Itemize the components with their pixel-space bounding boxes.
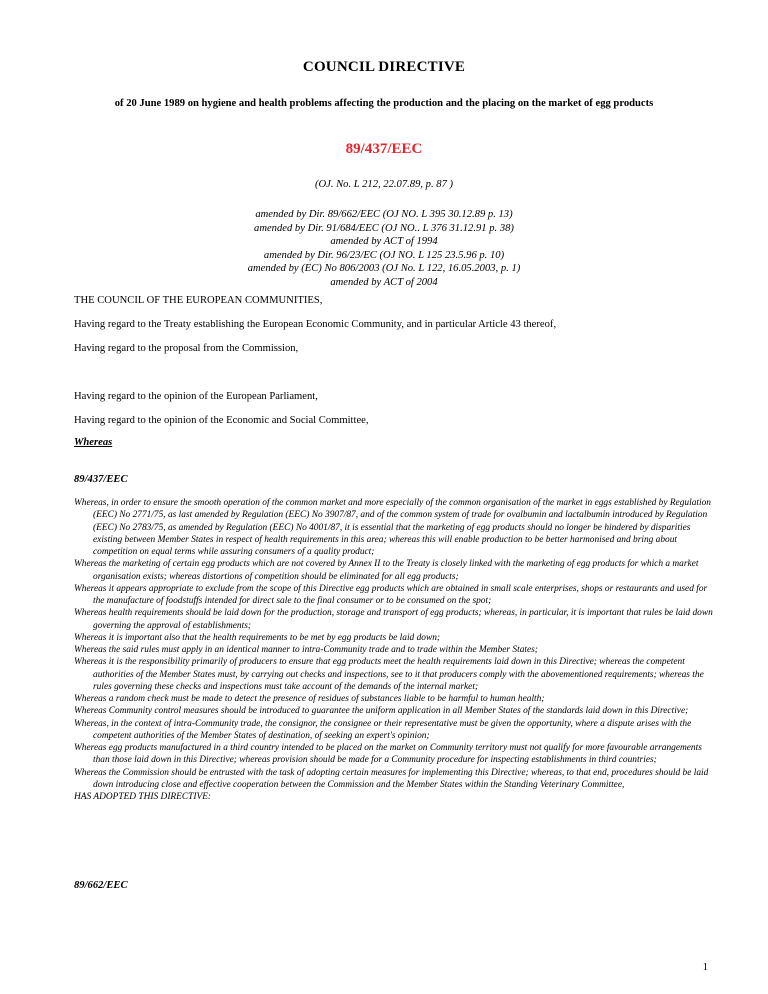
- document-subtitle: of 20 June 1989 on hygiene and health problems affecting the production and the placing on the market of egg products: [114, 98, 654, 109]
- recital: Whereas it is important also that the health requirements to be met by egg products be laid down;: [74, 632, 441, 643]
- preamble-parliament: Having regard to the opinion of the European Parliament,: [74, 391, 318, 402]
- recital: Whereas, in the context of intra-Community trade, the consignor, the consignee or their representative must be given the opportunity, where a dispute arises with the competent authorities of the Member States of destination, of seeking an expert's opinion;: [74, 718, 692, 741]
- recital: Whereas the Commission should be entrusted with the task of adopting certain measures for implementing this Directive; whereas, to that end, procedures should be laid down introducing close and effective cooperation between the Commission and the Member States within the Standing Veterinary Committee,: [74, 767, 709, 790]
- document-title: COUNCIL DIRECTIVE: [302, 59, 466, 75]
- amendment-line: amended by ACT of 1994: [330, 236, 438, 248]
- recital: Whereas it appears appropriate to exclude from the scope of this Directive egg products which are obtained in small scale enterprises, shops or restaurants and used for the manufacture of foodstuffs intended for direct sale to the final consumer or to be consumed on the spot;: [74, 583, 708, 606]
- section-code: 89/437/EEC: [74, 474, 128, 485]
- whereas-heading: Whereas: [74, 437, 113, 448]
- page-number: 1: [702, 962, 708, 973]
- amendment-line: amended by Dir. 89/662/EEC (OJ NO. L 395 30.12.89 p. 13): [255, 209, 513, 220]
- preamble-council: THE COUNCIL OF THE EUROPEAN COMMUNITIES,: [74, 295, 323, 306]
- amendment-line: amended by (EC) No 806/2003 (OJ No. L 122, 16.05.2003, p. 1): [247, 263, 521, 275]
- recital: Whereas the marketing of certain egg products which are not covered by Annex II to the Treaty is closely linked with the marketing of egg products for which a market organisation exists; whereas distortions of competition should be eliminated for all egg products;: [74, 559, 699, 582]
- recital: Whereas egg products manufactured in a third country intended to be placed on the market on Community territory must not qualify for more favourable arrangements than those laid down in this Directive; whereas provision should be made for a Community procedure for inspecting establishments in third countries;: [74, 743, 702, 766]
- recital: Whereas a random check must be made to detect the presence of residues of substances liable to be harmful to human health;: [74, 694, 545, 704]
- preamble-commission: Having regard to the proposal from the Commission,: [74, 343, 299, 354]
- recital: Whereas health requirements should be laid down for the production, storage and transport of egg products; whereas, in particular, it is important that rules be laid down governing the approval of establishments;: [74, 608, 713, 631]
- amendment-line: amended by Dir. 96/23/EC (OJ NO. L 125 23.5.96 p. 10): [263, 249, 505, 261]
- section-code: 89/662/EEC: [74, 880, 128, 891]
- amendment-line: amended by Dir. 91/684/EEC (OJ NO.. L 376 31.12.91 p. 38): [254, 222, 514, 234]
- preamble-committee: Having regard to the opinion of the Economic and Social Committee,: [74, 415, 369, 426]
- recital: Whereas, in order to ensure the smooth operation of the common market and more especially of the common organisation of the market in eggs established by Regulation (EEC) No 2771/75, as last amended by Regulation (EEC) No 3907/87, and of the common system of trade for ovalbumin and lactalbumin introduced by Regulation (EEC) No 2783/75, as amended by Regulation (EEC) No 4001/87, it is essential that the marketing of egg products should no longer be hindered by disparities existing between Member States in respect of health requirements in this area; whereas this will enable production to be better harmonised and bring about competition on equal terms while assuring consumers of a quality product;: [74, 498, 711, 557]
- recitals-block: [74, 497, 718, 803]
- amendment-line: amended by ACT of 2004: [330, 276, 438, 288]
- recital: Whereas it is the responsibility primarily of producers to ensure that egg products meet the health requirements laid down in this Directive; whereas the competent authorities of the Member States must, by carrying out checks and inspections, see to it that producers comply with the abovementioned requirements; whereas the rules governing these checks and inspections must take account of the demands of the internal market;: [74, 657, 704, 692]
- recital-adopted: HAS ADOPTED THIS DIRECTIVE:: [74, 792, 212, 802]
- preamble-treaty: Having regard to the Treaty establishing the European Economic Community, and in particular Article 43 thereof,: [74, 319, 557, 330]
- recital: Whereas the said rules must apply in an identical manner to intra-Community trade and to trade within the Member States;: [74, 645, 538, 655]
- directive-code: 89/437/EEC: [345, 141, 423, 157]
- official-journal-reference: (OJ. No. L 212, 22.07.89, p. 87 ): [314, 179, 454, 190]
- amendments-list: [0, 208, 768, 290]
- recital: Whereas Community control measures should be introduced to guarantee the uniform application in all Member States of the standards laid down in this Directive;: [74, 706, 689, 717]
